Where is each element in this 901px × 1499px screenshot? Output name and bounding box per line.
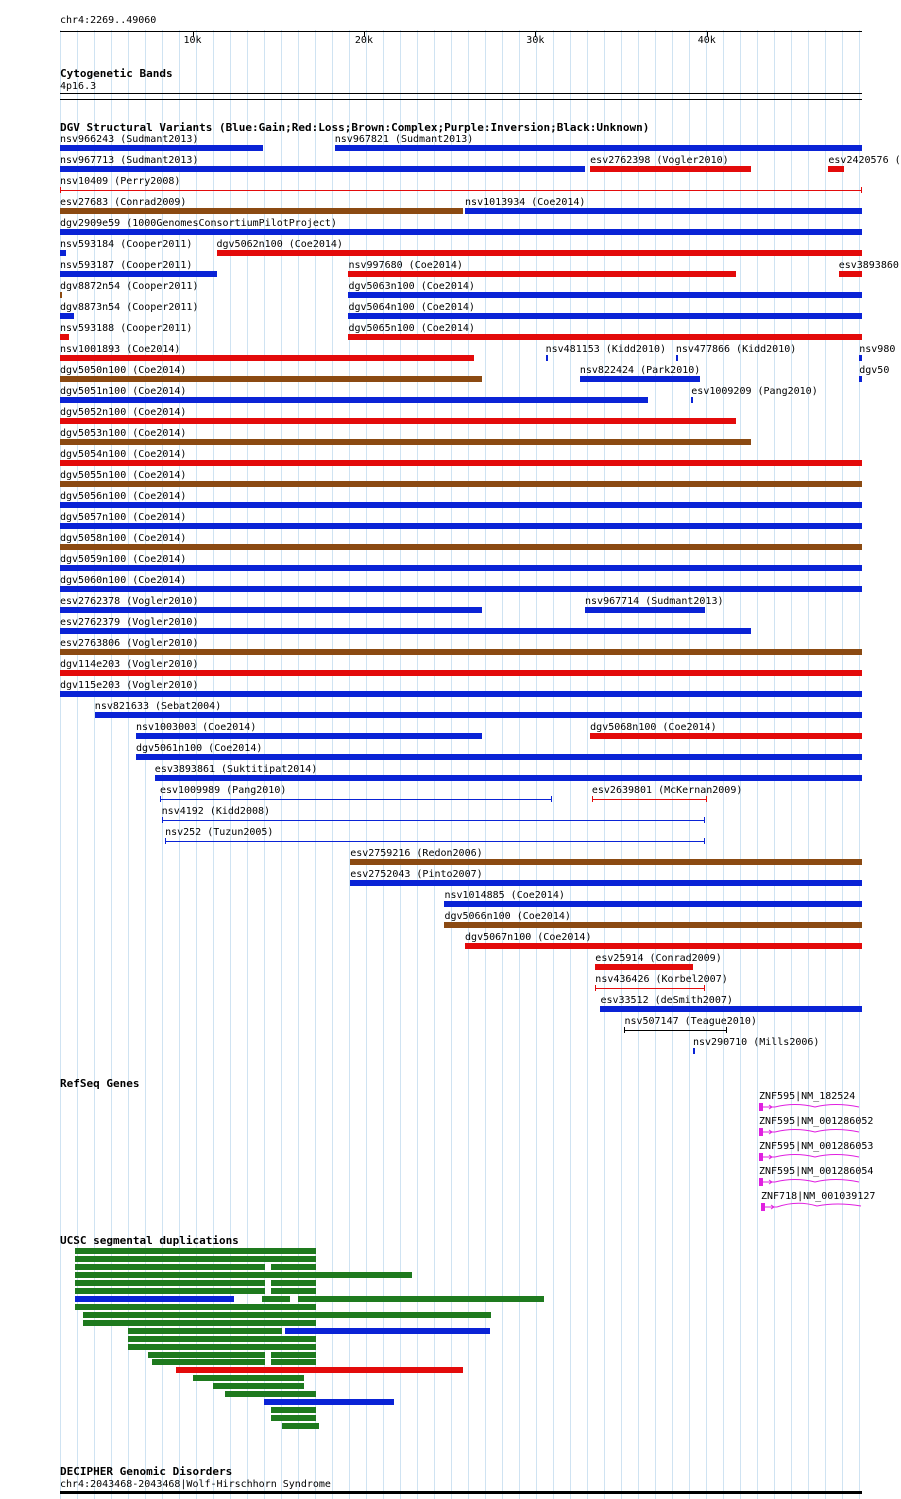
gene-model	[759, 1128, 859, 1136]
variant-label[interactable]: dgv5053n100 (Coe2014)	[60, 428, 187, 439]
variant-label[interactable]: esv2762398 (Vogler2010)	[590, 155, 729, 166]
segdup-feature[interactable]	[271, 1280, 316, 1286]
variant-bar[interactable]	[217, 250, 862, 256]
grid-line	[77, 30, 78, 1499]
variant-bar[interactable]	[444, 901, 862, 907]
segdup-track-title[interactable]: UCSC segmental duplications	[60, 1234, 239, 1247]
gene-label[interactable]: ZNF718|NM_001039127	[761, 1191, 876, 1202]
variant-bar[interactable]	[348, 292, 862, 298]
segdup-feature[interactable]	[83, 1320, 316, 1326]
segdup-feature[interactable]	[128, 1344, 316, 1350]
variant-label[interactable]: dgv114e203 (Vogler2010)	[60, 659, 199, 670]
ruler-tick-label: 40k	[697, 35, 716, 46]
variant-bar[interactable]	[60, 523, 862, 529]
region-label: chr4:2269..49060	[60, 15, 157, 26]
gene-label[interactable]: ZNF595|NM_001286053	[759, 1141, 874, 1152]
variant-bar[interactable]	[160, 799, 553, 800]
gene-models[interactable]	[755, 1100, 865, 1218]
segdup-feature[interactable]	[128, 1336, 316, 1342]
variant-end-tick	[726, 1027, 727, 1033]
variant-bar[interactable]	[600, 1006, 862, 1012]
variant-label[interactable]: dgv5059n100 (Coe2014)	[60, 554, 187, 565]
segdup-feature[interactable]	[271, 1352, 316, 1358]
grid-line	[145, 30, 146, 1499]
variant-bar[interactable]	[60, 166, 585, 172]
decipher-feature[interactable]	[60, 1491, 862, 1494]
grid-line	[94, 30, 95, 1499]
grid-line	[111, 30, 112, 1499]
segdup-feature[interactable]	[282, 1423, 319, 1429]
variant-label[interactable]: nsv481153 (Kidd2010)	[545, 344, 667, 355]
variant-label[interactable]: esv2762378 (Vogler2010)	[60, 596, 199, 607]
variant-label[interactable]: nsv507147 (Teague2010)	[624, 1016, 757, 1027]
variant-label[interactable]: dgv2909e59 (1000GenomesConsortiumPilotProject)	[60, 218, 337, 229]
variant-end-tick	[162, 817, 163, 823]
segdup-feature[interactable]	[271, 1407, 316, 1413]
variant-bar[interactable]	[691, 397, 693, 403]
refseq-track-title[interactable]: RefSeq Genes	[60, 1077, 140, 1090]
variant-label[interactable]: dgv5062n100 (Coe2014)	[216, 239, 343, 250]
segdup-feature[interactable]	[225, 1391, 316, 1397]
segdup-feature[interactable]	[271, 1415, 316, 1421]
variant-bar[interactable]	[60, 313, 74, 319]
gene-label[interactable]: ZNF595|NM_182524	[759, 1091, 856, 1102]
variant-label[interactable]: dgv5050n100 (Coe2014)	[60, 365, 187, 376]
gene-model	[759, 1178, 859, 1186]
segdup-feature[interactable]	[75, 1304, 316, 1310]
variant-label[interactable]: dgv50	[859, 365, 890, 376]
segdup-feature[interactable]	[193, 1375, 304, 1381]
cytogenetic-track-title[interactable]: Cytogenetic Bands	[60, 67, 173, 80]
segdup-feature[interactable]	[271, 1288, 316, 1294]
variant-bar[interactable]	[60, 544, 862, 550]
variant-bar[interactable]	[60, 334, 69, 340]
variant-bar[interactable]	[595, 988, 705, 989]
variant-label[interactable]: nsv821633 (Sebat2004)	[94, 701, 222, 712]
variant-label[interactable]: esv2759216 (Redon2006)	[350, 848, 483, 859]
variant-label[interactable]: dgv5064n100 (Coe2014)	[348, 302, 475, 313]
variant-bar[interactable]	[828, 166, 843, 172]
variant-label[interactable]: dgv5061n100 (Coe2014)	[135, 743, 263, 754]
gene-model	[759, 1153, 859, 1161]
variant-label[interactable]: esv3893860	[838, 260, 899, 271]
variant-bar[interactable]	[60, 229, 862, 235]
variant-label[interactable]: esv27683 (Conrad2009)	[60, 197, 187, 208]
variant-bar[interactable]	[595, 964, 693, 970]
variant-end-tick	[160, 796, 161, 802]
variant-bar[interactable]	[624, 1030, 727, 1031]
variant-label[interactable]: esv2639801 (McKernan2009)	[591, 785, 743, 796]
variant-end-tick	[595, 985, 596, 991]
variant-bar[interactable]	[546, 355, 548, 361]
variant-label[interactable]: nsv1014885 (Coe2014)	[444, 890, 565, 901]
variant-bar[interactable]	[60, 670, 862, 676]
variant-bar[interactable]	[444, 922, 862, 928]
variant-label[interactable]: dgv8872n54 (Cooper2011)	[60, 281, 199, 292]
variant-bar[interactable]	[60, 355, 474, 361]
variant-bar[interactable]	[859, 355, 862, 361]
variant-label[interactable]: dgv5055n100 (Coe2014)	[60, 470, 187, 481]
variant-end-tick	[592, 796, 593, 802]
variant-bar[interactable]	[348, 313, 862, 319]
segdup-feature[interactable]	[271, 1264, 316, 1270]
segdup-feature[interactable]	[75, 1280, 265, 1286]
variant-bar[interactable]	[590, 733, 862, 739]
variant-label[interactable]: esv2762379 (Vogler2010)	[60, 617, 199, 628]
variant-label[interactable]: esv1009209 (Pang2010)	[691, 386, 818, 397]
segdup-feature[interactable]	[75, 1256, 316, 1262]
decipher-track-title[interactable]: DECIPHER Genomic Disorders	[60, 1465, 233, 1478]
ruler-axis	[60, 31, 862, 32]
variant-bar[interactable]	[465, 943, 862, 949]
variant-label[interactable]: nsv10409 (Perry2008)	[60, 176, 181, 187]
variant-end-tick	[704, 985, 705, 991]
variant-bar[interactable]	[60, 502, 862, 508]
variant-label[interactable]: esv2763806 (Vogler2010)	[60, 638, 199, 649]
variant-label[interactable]: dgv5060n100 (Coe2014)	[60, 575, 187, 586]
variant-label[interactable]: dgv5068n100 (Coe2014)	[590, 722, 717, 733]
variant-label[interactable]: esv25914 (Conrad2009)	[595, 953, 722, 964]
variant-label[interactable]: nsv1001893 (Coe2014)	[60, 344, 181, 355]
segdup-feature[interactable]	[176, 1367, 463, 1373]
variant-bar[interactable]	[859, 376, 862, 382]
variant-bar[interactable]	[162, 820, 705, 821]
variant-bar[interactable]	[60, 586, 862, 592]
variant-bar[interactable]	[155, 775, 862, 781]
variant-end-tick	[60, 187, 61, 193]
cytoband-label: 4p16.3	[60, 81, 97, 92]
variant-label[interactable]: esv33512 (deSmith2007)	[600, 995, 733, 1006]
gene-label[interactable]: ZNF595|NM_001286052	[759, 1116, 874, 1127]
variant-label[interactable]: nsv1013934 (Coe2014)	[465, 197, 586, 208]
cytoband-outline-bottom[interactable]	[60, 99, 862, 100]
segdup-feature[interactable]	[213, 1383, 304, 1389]
variant-bar[interactable]	[60, 376, 482, 382]
variant-label[interactable]: nsv436426 (Korbel2007)	[595, 974, 728, 985]
variant-bar[interactable]	[350, 880, 862, 886]
variant-label[interactable]: nsv967713 (Sudmant2013)	[60, 155, 199, 166]
variant-bar[interactable]	[60, 208, 463, 214]
segdup-feature[interactable]	[128, 1328, 282, 1334]
variant-bar[interactable]	[592, 799, 707, 800]
variant-bar[interactable]	[60, 292, 62, 298]
variant-end-tick	[704, 838, 705, 844]
variant-bar[interactable]	[60, 607, 482, 613]
variant-bar[interactable]	[60, 145, 263, 151]
gene-label[interactable]: ZNF595|NM_001286054	[759, 1166, 874, 1177]
variant-bar[interactable]	[95, 712, 862, 718]
variant-label[interactable]: nsv822424 (Park2010)	[579, 365, 701, 376]
variant-bar[interactable]	[60, 271, 217, 277]
variant-bar[interactable]	[60, 481, 862, 487]
variant-bar[interactable]	[60, 649, 862, 655]
variant-bar[interactable]	[693, 1048, 695, 1054]
variant-end-tick	[861, 187, 862, 193]
variant-label[interactable]: dgv5054n100 (Coe2014)	[60, 449, 187, 460]
segdup-feature[interactable]	[262, 1296, 290, 1302]
cytoband-outline-top	[60, 93, 862, 94]
decipher-entry-label[interactable]: chr4:2043468-2043468|Wolf-Hirschhorn Syndrome	[60, 1479, 331, 1490]
segdup-feature[interactable]	[83, 1312, 491, 1318]
grid-line	[128, 30, 129, 1499]
segdup-feature[interactable]	[298, 1296, 544, 1302]
variant-end-tick	[551, 796, 552, 802]
variant-label[interactable]: dgv5058n100 (Coe2014)	[60, 533, 187, 544]
variant-label[interactable]: nsv980	[859, 344, 896, 355]
variant-bar[interactable]	[60, 460, 862, 466]
variant-label[interactable]: esv1009989 (Pang2010)	[159, 785, 287, 796]
variant-label[interactable]: nsv1003003 (Coe2014)	[135, 722, 257, 733]
segdup-feature[interactable]	[75, 1288, 265, 1294]
variant-label[interactable]: nsv593187 (Cooper2011)	[60, 260, 193, 271]
variant-label[interactable]: nsv477866 (Kidd2010)	[675, 344, 797, 355]
variant-label[interactable]: dgv5052n100 (Coe2014)	[60, 407, 187, 418]
variant-bar[interactable]	[60, 190, 862, 191]
segdup-feature[interactable]	[75, 1264, 265, 1270]
variant-label[interactable]: dgv115e203 (Vogler2010)	[60, 680, 199, 691]
ruler-tick-label: 20k	[354, 35, 373, 46]
segdup-feature[interactable]	[148, 1352, 265, 1358]
segdup-feature[interactable]	[285, 1328, 490, 1334]
variant-bar[interactable]	[580, 376, 700, 382]
variant-bar[interactable]	[348, 334, 862, 340]
variant-bar[interactable]	[136, 754, 862, 760]
variant-bar[interactable]	[335, 145, 862, 151]
segdup-feature[interactable]	[264, 1399, 394, 1405]
variant-label[interactable]: nsv966243 (Sudmant2013)	[60, 134, 199, 145]
variant-bar[interactable]	[60, 418, 736, 424]
ruler-tick-label: 10k	[183, 35, 202, 46]
gene-model	[761, 1203, 861, 1211]
variant-bar[interactable]	[60, 397, 648, 403]
variant-bar[interactable]	[350, 859, 862, 865]
variant-label[interactable]: dgv8873n54 (Cooper2011)	[60, 302, 199, 313]
segdup-feature[interactable]	[75, 1272, 412, 1278]
variant-label[interactable]: nsv967714 (Sudmant2013)	[585, 596, 724, 607]
variant-bar[interactable]	[676, 355, 678, 361]
variant-label[interactable]: dgv5066n100 (Coe2014)	[444, 911, 571, 922]
variant-label[interactable]: esv2752043 (Pinto2007)	[350, 869, 483, 880]
ruler-tick-label: 30k	[526, 35, 545, 46]
variant-end-tick	[706, 796, 707, 802]
segdup-feature[interactable]	[152, 1359, 265, 1365]
variant-label[interactable]: dgv5065n100 (Coe2014)	[348, 323, 475, 334]
variant-label[interactable]: nsv4192 (Kidd2008)	[161, 806, 271, 817]
variant-label[interactable]: dgv5057n100 (Coe2014)	[60, 512, 187, 523]
variant-label[interactable]: nsv593188 (Cooper2011)	[60, 323, 193, 334]
variant-bar[interactable]	[60, 565, 862, 571]
variant-end-tick	[165, 838, 166, 844]
variant-label[interactable]: esv2420576 (	[828, 155, 901, 166]
dgv-track-title[interactable]: DGV Structural Variants (Blue:Gain;Red:Loss;Brown:Complex;Purple:Inversion;Black:Unknown)	[60, 121, 650, 134]
gene-model	[759, 1103, 859, 1111]
variant-bar[interactable]	[60, 250, 66, 256]
variant-label[interactable]: nsv593184 (Cooper2011)	[60, 239, 193, 250]
variant-label[interactable]: dgv5067n100 (Coe2014)	[465, 932, 592, 943]
variant-end-tick	[624, 1027, 625, 1033]
variant-bar[interactable]	[839, 271, 862, 277]
variant-bar[interactable]	[60, 628, 751, 634]
variant-bar[interactable]	[585, 607, 705, 613]
segdup-feature[interactable]	[271, 1359, 316, 1365]
variant-bar[interactable]	[590, 166, 751, 172]
variant-label[interactable]: esv3893861 (Suktitipat2014)	[154, 764, 318, 775]
variant-label[interactable]: nsv967821 (Sudmant2013)	[334, 134, 474, 145]
variant-bar[interactable]	[165, 841, 705, 842]
variant-label[interactable]: dgv5051n100 (Coe2014)	[60, 386, 187, 397]
variant-bar[interactable]	[348, 271, 735, 277]
variant-end-tick	[704, 817, 705, 823]
variant-bar[interactable]	[60, 439, 751, 445]
variant-label[interactable]: nsv997680 (Coe2014)	[348, 260, 463, 271]
variant-bar[interactable]	[60, 691, 862, 697]
variant-label[interactable]: nsv252 (Tuzun2005)	[165, 827, 274, 838]
variant-label[interactable]: nsv290710 (Mills2006)	[692, 1037, 820, 1048]
variant-label[interactable]: dgv5063n100 (Coe2014)	[348, 281, 475, 292]
variant-bar[interactable]	[136, 733, 482, 739]
variant-bar[interactable]	[465, 208, 862, 214]
segdup-feature[interactable]	[75, 1248, 316, 1254]
variant-label[interactable]: dgv5056n100 (Coe2014)	[60, 491, 187, 502]
segdup-feature[interactable]	[75, 1296, 234, 1302]
